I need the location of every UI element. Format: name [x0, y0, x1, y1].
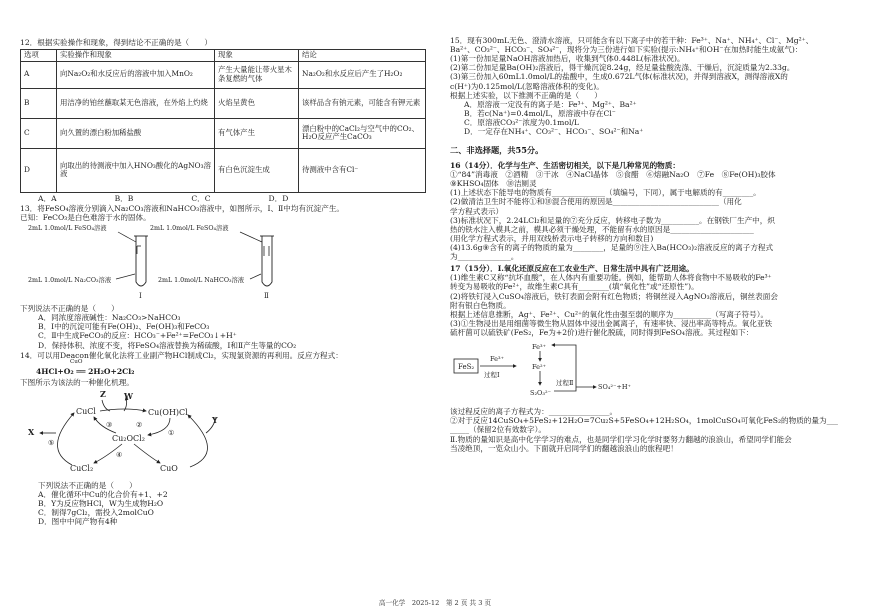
table-cell: 向久置的漂白粉加稀盐酸	[57, 118, 215, 148]
q14-option-a: A．催化循环中Cu的化合价有+1、+2	[38, 490, 168, 500]
table-row	[21, 118, 426, 148]
arrow-cuo-loop	[188, 415, 208, 467]
step-5: ⑤	[48, 438, 55, 447]
step-1: ①	[168, 428, 175, 437]
table-row	[21, 148, 426, 192]
q12-title: 12．根据实验操作和现象，得到结论不正确的是（ ）	[20, 38, 212, 47]
q13-option-c: C．Ⅱ中生成FeCO₃的反应：HCO₃⁻+Fe²⁺=FeCO₃↓+H⁺	[38, 331, 237, 341]
tube2-bottom-label: 2mL 1.0mol/L NaHCO₃溶液	[158, 276, 245, 284]
q15-line: (3)第三份加入60mL1.0mol/L的盐酸中，生成0.672L气体(标准状况)，并得到溶液X，测得溶液X的	[450, 72, 788, 82]
q17-line: Ⅱ.物质的量知识是高中化学学习的难点，也是同学们学习化学时要努力翻越的浪浪山，希望同学们能会	[450, 434, 792, 444]
label-w: W	[124, 390, 133, 401]
q14-question: 下列说法不正确的是（ ）	[38, 480, 137, 490]
option: D．D	[268, 193, 289, 203]
q14-cycle-diagram	[20, 387, 428, 479]
q16-line: 学方程式表示）	[450, 206, 504, 216]
q17-line: ②对于反应14CuSO₄+5FeS₂+12H₂O=7Cu₂S+5FeSO₄+12H₂SO₄，1molCuSO₄可氧化FeS₂的物质的量为___	[450, 416, 838, 426]
table-header-cell: 结论	[299, 50, 426, 62]
arrow-cu2ocl2-cuo	[134, 444, 160, 463]
q17	[450, 264, 860, 453]
q17-line: 附有银白色物质。	[450, 300, 511, 310]
q17-line: (1)维生素C又称“抗坏血酸”，在人体内有重要功能。例如，能帮助人体将食物中不易吸收的Fe³⁺	[450, 273, 772, 283]
q17-line: 根据上述信息推断，Ag⁺、Fe²⁺、Cu²⁺的氧化性由强至弱的顺序为__________（写离子符号）。	[450, 309, 769, 319]
option: A．A	[38, 193, 57, 203]
process1-label: 过程Ⅰ	[484, 371, 500, 380]
table-cell: 有白色沉淀生成	[215, 148, 299, 192]
right-column	[450, 0, 860, 453]
table-cell: 产生大量能让带火星木条复燃的气体	[215, 61, 299, 88]
catalyst-label: CuO	[70, 358, 83, 365]
q15-option-a: A．原溶液一定没有的离子是：Fe³⁺、Mg²⁺、Ba²⁺	[464, 99, 637, 109]
option: B．B	[114, 193, 134, 203]
tube2-number: Ⅱ	[264, 291, 269, 300]
q13-known: 已知：FeCO₃是白色难溶于水的固体。	[20, 212, 151, 222]
tube2-top-label: 2mL 1.0mol/L FeSO₄溶液	[150, 224, 229, 232]
label-y: Y	[212, 414, 218, 425]
tube1-bottom-label: 2mL 1.0mol/L Na₂CO₃溶液	[28, 276, 112, 284]
table-cell: 用洁净的铂丝蘸取某无色溶液，在外焰上灼烧	[57, 88, 215, 118]
q13-tubes-diagram	[20, 222, 428, 302]
q16-line: ①“84”消毒液 ②酒精 ③干冰 ④NaCl晶体 ⑤食醋 ⑥熔融Na₂O ⑦Fe ⑧Fe(OH)₃胶体	[450, 170, 776, 180]
label-cucl: CuCl	[76, 406, 96, 416]
fes2-label: FeS₂	[458, 363, 475, 372]
table-cell: 待测液中含有Cl⁻	[299, 148, 426, 192]
q16-line: (2)做清洁卫生时不能将①和⑩混合使用的原因是____________________________（用化	[450, 197, 742, 207]
q17-line: 17（15分）．Ⅰ.氧化还原反应在工农业生产、日常生活中具有广泛用途。	[450, 264, 694, 274]
table-cell: B	[21, 88, 57, 118]
q17-line: 硫杆菌可以硫铁矿(FeS₂，Fe为+2价)进行催化脱硫，同时得到FeSO₄溶液。其过程如下：	[450, 328, 754, 338]
q15-line: Ba²⁺、CO₃²⁻、HCO₃⁻、SO₄²⁻，现将分为三份进行如下实验(提示:NH₄⁺和OH⁻在加热时能生成氨气)：	[450, 45, 803, 55]
s2o3-label: S₂O₃²⁻	[530, 389, 552, 398]
q15-line: 根据上述实验，以下推测不正确的是（ ）	[450, 90, 602, 100]
label-cucl2: CuCl₂	[70, 463, 94, 473]
q15-option-c: C．原溶液CO₃²⁻浓度为0.1mol/L	[464, 117, 579, 127]
q17-line: _____（保留2位有效数字）。	[450, 425, 546, 435]
q15	[450, 36, 860, 136]
q16-line: (3)标准状况下，2.24LCl₂和足量的⑦充分反应，转移电子数为__________。在钢铁厂生产中，炽	[450, 215, 775, 225]
section-title: 二、非选择题，共55分。	[450, 145, 544, 156]
tube1-arrow	[118, 232, 136, 242]
q14-option-c: C．制得7gCl₂，需投入2molCuO	[38, 508, 154, 518]
q15-line: c(H⁺)为0.125mol/L(忽略溶液体积的变化)。	[450, 81, 604, 91]
q17-line: 该过程反应的离子方程式为：________________。	[450, 407, 618, 417]
process2-label: 过程Ⅱ	[556, 379, 574, 388]
tube1-number: Ⅰ	[139, 291, 142, 300]
q16-line: (4)13.6g⑨含有的离子的物质的量为________，足量的⑨注入Ba(HCO₃)₂溶液反应的离子方程式	[450, 243, 774, 253]
q15-line: (2)第二份加足量Ba(OH)₂溶液后，得干燥沉淀8.24g，经足量盐酸洗涤、干燥后，沉淀质量为2.33g。	[450, 63, 795, 73]
fe3-left-label: Fe³⁺	[490, 355, 505, 364]
option: C．C	[191, 193, 211, 203]
table-cell: 有气体产生	[215, 118, 299, 148]
table-cell: 向取出的待测液中加入HNO₃酸化的AgNO₃溶液	[57, 148, 215, 192]
q13-question: 下列说法不正确的是（ ）	[20, 304, 119, 314]
q14-stem: 14．可以用Deacon催化氧化法将工业副产物HCl制成Cl₂，实现氯资源的再利用。反应方程式：	[20, 350, 343, 360]
q17-line: (2)将铁钉浸入CuSO₄溶液后，铁钉表面会附有红色物质；将铜丝浸入AgNO₃溶液后，铜丝表面会	[450, 291, 778, 301]
q14-option-d: D．图中中间产物有4种	[38, 517, 118, 527]
table-row	[21, 61, 426, 88]
q13-option-b: B．Ⅰ中的沉淀可能有Fe(OH)₂、Fe(OH)₃和FeCO₃	[38, 322, 210, 332]
step-4: ④	[116, 450, 123, 459]
fe2-label: Fe²⁺	[532, 363, 547, 372]
table-cell: D	[21, 148, 57, 192]
q12-table	[20, 49, 426, 193]
arrow-cucl2-cucl	[57, 413, 74, 465]
product-label: SO₄²⁻+H⁺	[598, 383, 631, 392]
left-column	[20, 0, 428, 526]
table-cell: C	[21, 118, 57, 148]
table-cell: 漂白粉中的CaCl₂与空气中的CO₂、H₂O反应产生CaCO₃	[299, 118, 426, 148]
q16-line: 热的铁水注入模具之前，模具必须干燥处理，不能留有水的原因是______________________	[450, 224, 754, 234]
q17-line: 当凌绝顶，一览众山小。下面就开启同学们的翻越浪浪山的旅程吧！	[450, 443, 678, 453]
table-header-cell: 实验操作和现象	[57, 50, 215, 62]
q16-line: ⑨KHSO₄固体 ⑩洁厕灵	[450, 179, 537, 189]
tube2	[262, 236, 272, 286]
q13-option-d: D．保持体积、浓度不变，将FeSO₄溶液替换为稀硫酸，Ⅰ和Ⅱ产生等量的CO₂	[38, 340, 297, 350]
q16	[450, 161, 860, 261]
label-cu2ocl2: Cu₂OCl₂	[112, 433, 145, 443]
q13-stem: 13．将FeSO₄溶液分别滴入Na₂CO₃溶液和NaHCO₃溶液中，如图所示，Ⅰ、Ⅱ中均有沉淀产生。	[20, 203, 345, 213]
table-header-cell: 现象	[215, 50, 299, 62]
table-header-cell: 选项	[21, 50, 57, 62]
tube1-top-label: 2mL 1.0mol/L FeSO₄溶液	[28, 224, 107, 232]
label-cuo: CuO	[160, 463, 178, 473]
q16-line: 为______________。	[450, 252, 519, 262]
fe3-top-label: Fe³⁺	[532, 343, 547, 352]
table-header-row	[21, 50, 426, 62]
step-2: ②	[136, 420, 143, 429]
q16-line: 16（14分）．化学与生产、生活密切相关，以下是几种常见的物质：	[450, 161, 680, 171]
fes2-process-diagram	[450, 339, 750, 405]
table-cell: Na₂O₂和水反应后产生了H₂O₂	[299, 61, 426, 88]
tube1-bottom-arrow	[116, 274, 135, 279]
q14-desc: 下图所示为该法的一种催化机理。	[20, 377, 134, 387]
q17-line: (3)①生物浸出是用细菌等微生物从固体中浸出金属离子，有速率快、浸出率高等特点。氧化亚铁	[450, 318, 773, 328]
q17-line: 转变为易吸收的Fe²⁺，故维生素C具有________(填“氧化性”或“还原性”)。	[450, 282, 699, 292]
page-footer: 高一化学 2025-12 第 2 页 共 3 页	[378, 599, 492, 607]
arrow-cu2ocl2-cucl	[94, 417, 116, 433]
q13-option-a: A．同浓度溶液碱性：Na₂CO₃>NaHCO₃	[38, 313, 181, 323]
table-cell: 该样品含有钠元素，可能含有钾元素	[299, 88, 426, 118]
table-row	[21, 88, 426, 118]
q12-options	[20, 194, 428, 203]
q15-line: (1)第一份加足量NaOH溶液加热后，收集到气体0.448L(标准状况)。	[450, 54, 685, 64]
q15-line: 15．现有300mL无色、澄清水溶液，只可能含有以下离子中的若干种：Fe³⁺、Na⁺、NH₄⁺、Cl⁻、Mg²⁺、	[450, 36, 814, 45]
q15-option-d: D．一定存在NH₄⁺、CO₃²⁻、HCO₃⁻、SO₄²⁻和Na⁺	[464, 127, 644, 137]
q14-equation-block	[20, 360, 428, 378]
tube1	[136, 236, 146, 286]
step-3: ③	[106, 420, 113, 429]
q16-line: (1)上述状态下能导电的物质有______________（填编号，下同），属于电解质的有________。	[450, 188, 761, 198]
tube2-arrow	[240, 232, 262, 242]
tube2-bottom-arrow	[250, 274, 261, 279]
q15-option-b: B．若c(Na⁺)=0.4mol/L，原溶液中存在Cl⁻	[464, 108, 616, 118]
q16-line: (用化学方程式表示，并用双线桥表示电子转移的方向和数目)	[450, 233, 654, 243]
q14-equation: 4HCl+O₂ ══ 2H₂O+2Cl₂	[36, 366, 135, 376]
q14-option-b: B．Y为反应物HCl，W为生成物H₂O	[38, 499, 164, 509]
arrow-cuohcl-cu2ocl2	[148, 418, 170, 435]
label-cuohcl: Cu(OH)Cl	[148, 407, 188, 417]
table-cell: 向Na₂O₂和水反应后的溶液中加入MnO₂	[57, 61, 215, 88]
table-cell: A	[21, 61, 57, 88]
label-x: X	[28, 426, 35, 437]
arrow-z-in	[102, 400, 110, 411]
table-cell: 火焰呈黄色	[215, 88, 299, 118]
label-z: Z	[100, 388, 106, 399]
